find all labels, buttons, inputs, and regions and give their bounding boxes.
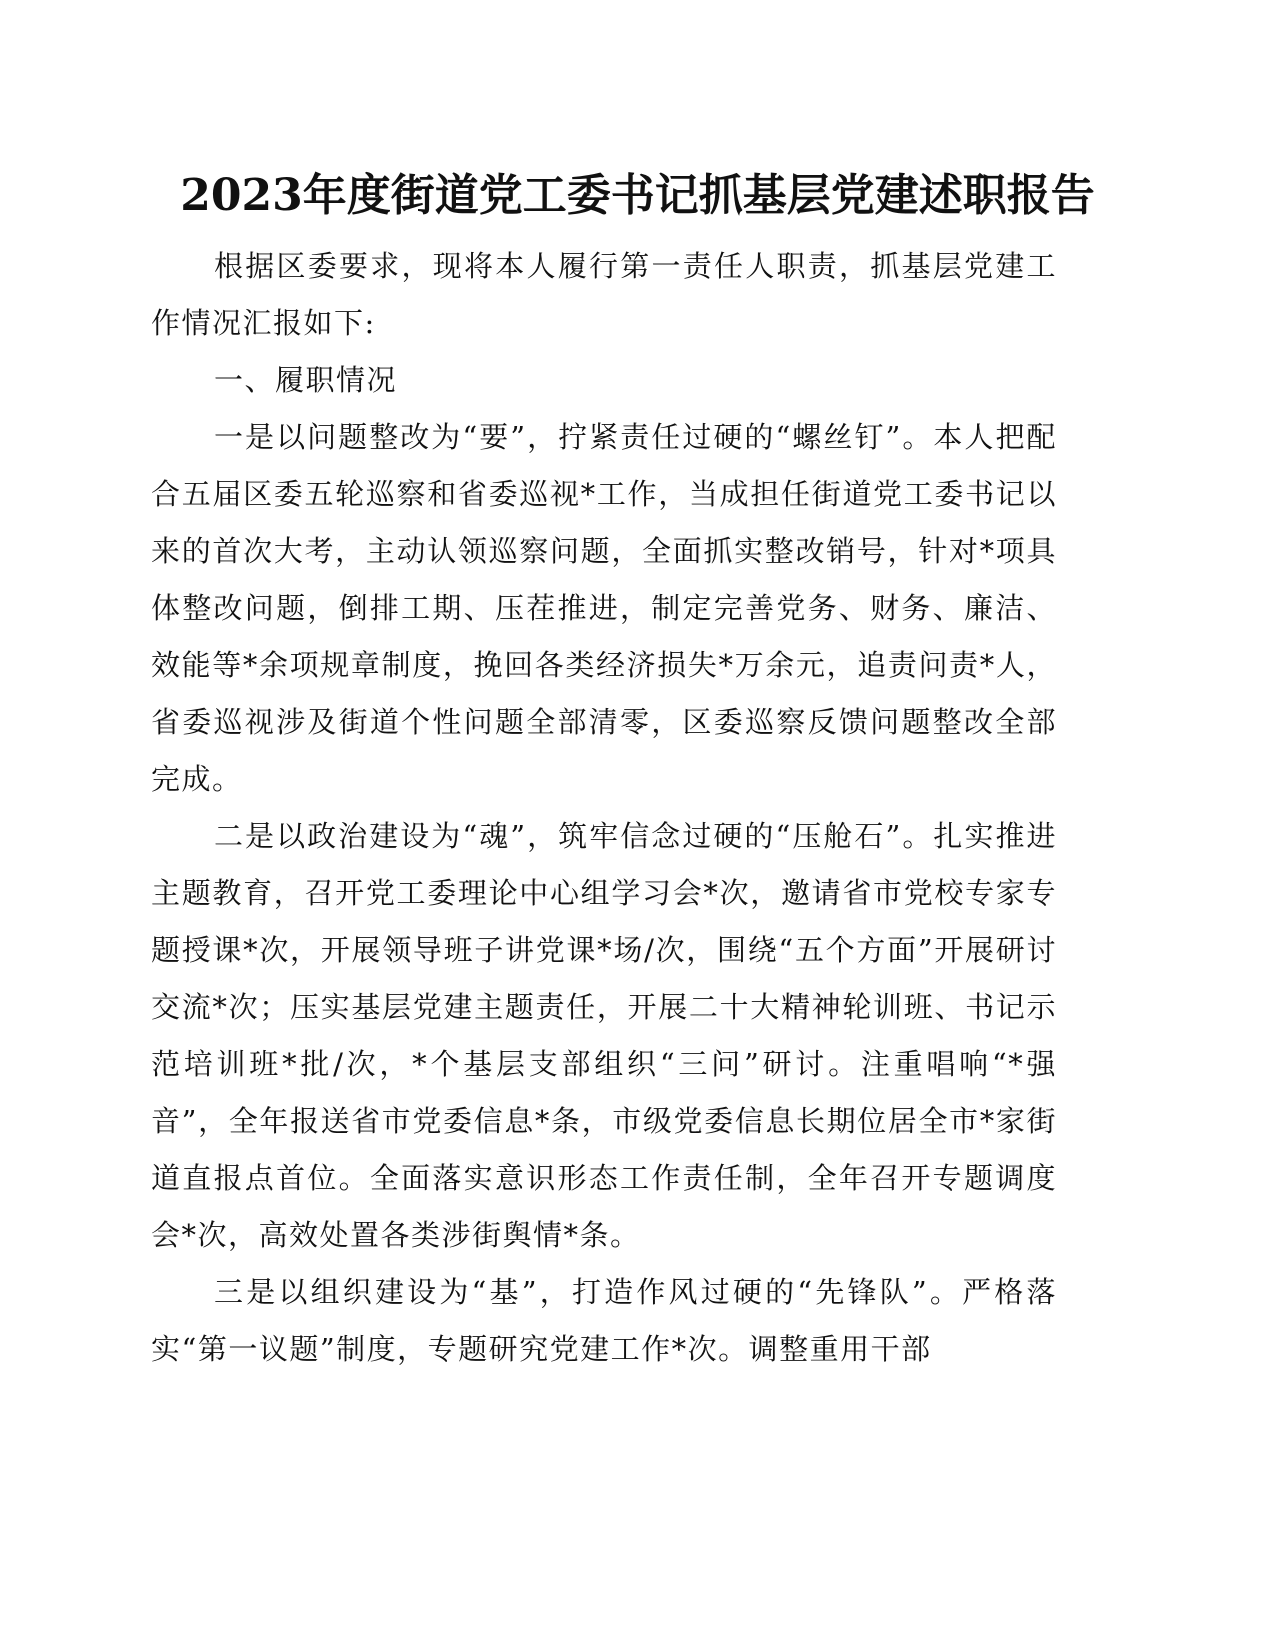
paragraph-3: 三是以组织建设为“基”，打造作风过硬的“先锋队”。严格落实“第一议题”制度，专题研究党建工作*次。调整重用干部 bbox=[151, 1275, 1057, 1366]
section-heading: 一、履职情况 bbox=[214, 363, 398, 397]
paragraph-2: 二是以政治建设为“魂”，筑牢信念过硬的“压舱石”。扎实推进主题教育，召开党工委理论中心组学习会*次，邀请省市党校专家专题授课*次，开展领导班子讲党课*场/次，围绕“五个方面”开展研讨交流*次；压实基层党建主题责任，开展二十大精神轮训班、书记示范培训班*批/次，*个基层支部组织“三问”研讨。注重唱响“*强音”，全年报送省市党委信息*条，市级党委信息长期位居全市*家街道直报点首位。全面落实意识形态工作责任制，全年召开专题调度会*次，高效处置各类涉街舆情*条。 bbox=[151, 819, 1057, 1252]
document-title: 2023年度街道党工委书记抓基层党建述职报告 bbox=[180, 170, 1095, 221]
intro-paragraph: 根据区委要求，现将本人履行第一责任人职责，抓基层党建工作情况汇报如下: bbox=[151, 249, 1057, 340]
paragraph-1: 一是以问题整改为“要”，拧紧责任过硬的“螺丝钉”。本人把配合五届区委五轮巡察和省委巡视*工作，当成担任街道党工委书记以来的首次大考，主动认领巡察问题，全面抓实整改销号，针对*项具体整改问题，倒排工期、压茬推进，制定完善党务、财务、廉洁、效能等*余项规章制度，挽回各类经济损失*万余元，追责问责*人，省委巡视涉及街道个性问题全部清零，区委巡察反馈问题整改全部完成。 bbox=[151, 420, 1057, 796]
document-body bbox=[151, 238, 1057, 1378]
